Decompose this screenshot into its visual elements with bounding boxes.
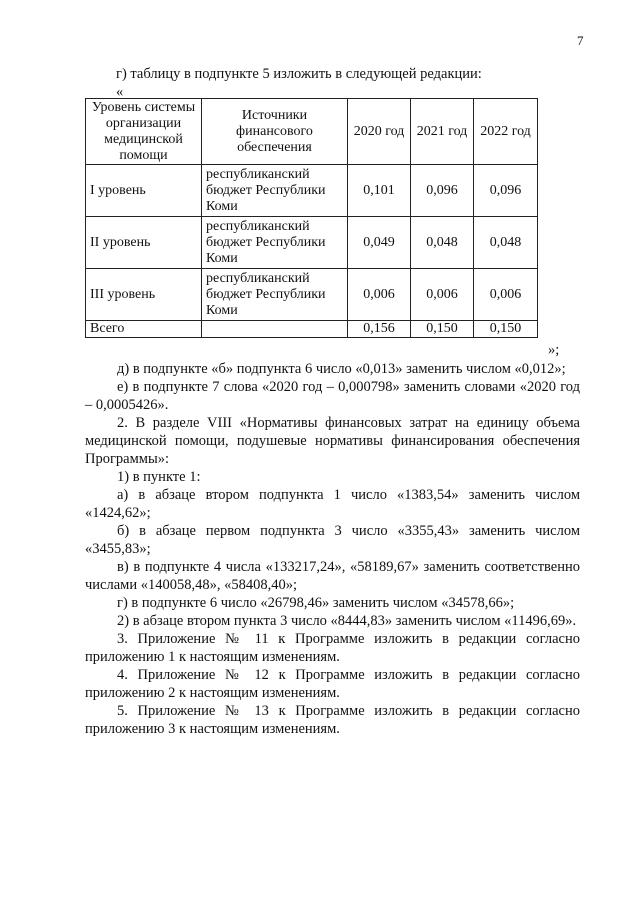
intro-line: г) таблицу в подпункте 5 изложить в следующей редакции: — [116, 66, 482, 82]
paragraph: е) в подпункте 7 слова «2020 год – 0,000798» заменить словами «2020 год – 0,0005426». — [85, 379, 580, 413]
open-quote: « — [116, 84, 124, 100]
paragraph: 4. Приложение № 12 к Программе изложить в редакции согласно приложению 2 к настоящим изменениям. — [85, 667, 580, 701]
cell-2021: 0,006 — [411, 269, 474, 321]
header-2021: 2021 год — [411, 99, 474, 165]
paragraph: г) в подпункте 6 число «26798,46» заменить числом «34578,66»; — [117, 595, 515, 611]
paragraph: б) в абзаце первом подпункта 3 число «3355,43» заменить числом «3455,83»; — [85, 523, 580, 557]
cell-source: республиканский бюджет Республики Коми — [202, 269, 348, 321]
cell-2021: 0,048 — [411, 217, 474, 269]
table-row — [86, 217, 538, 269]
paragraph: 2. В разделе VIII «Нормативы финансовых затрат на единицу объема медицинской помощи, подушевые нормативы финансирования обеспечения Программы»: — [85, 415, 580, 467]
page-number: 7 — [577, 33, 584, 48]
cell-level: III уровень — [86, 269, 202, 321]
paragraph: 2) в абзаце втором пункта 3 число «8444,83» заменить числом «11496,69». — [117, 613, 577, 629]
header-level: Уровень системы организации медицинской помощи — [86, 99, 202, 165]
table-total-row — [86, 321, 538, 338]
table-row — [86, 269, 538, 321]
cell-2020: 0,049 — [348, 217, 411, 269]
close-quote: »; — [548, 342, 560, 358]
cell-total-source — [202, 321, 348, 338]
paragraph: 1) в пункте 1: — [117, 469, 201, 485]
cell-2020: 0,101 — [348, 165, 411, 217]
header-2022: 2022 год — [474, 99, 538, 165]
header-2020: 2020 год — [348, 99, 411, 165]
cell-2022: 0,048 — [474, 217, 538, 269]
paragraph: 5. Приложение № 13 к Программе изложить в редакции согласно приложению 3 к настоящим изменениям. — [85, 703, 580, 737]
cell-2021: 0,096 — [411, 165, 474, 217]
cell-level: I уровень — [86, 165, 202, 217]
cell-total-label: Всего — [86, 321, 202, 338]
cell-total-2020: 0,156 — [348, 321, 411, 338]
cell-source: республиканский бюджет Республики Коми — [202, 165, 348, 217]
paragraph: д) в подпункте «б» подпункта 6 число «0,013» заменить числом «0,012»; — [117, 361, 566, 377]
paragraph: а) в абзаце втором подпункта 1 число «1383,54» заменить числом «1424,62»; — [85, 487, 580, 521]
financing-table — [85, 98, 538, 338]
table-row — [86, 165, 538, 217]
cell-level: II уровень — [86, 217, 202, 269]
cell-2020: 0,006 — [348, 269, 411, 321]
cell-total-2021: 0,150 — [411, 321, 474, 338]
paragraph: в) в подпункте 4 числа «133217,24», «58189,67» заменить соответственно числами «140058,48», «58408,40»; — [85, 559, 580, 593]
table-header-row — [86, 99, 538, 165]
cell-2022: 0,096 — [474, 165, 538, 217]
paragraph: 3. Приложение № 11 к Программе изложить в редакции согласно приложению 1 к настоящим изменениям. — [85, 631, 580, 665]
header-source: Источники финансового обеспечения — [202, 99, 348, 165]
amendments-text — [85, 360, 580, 738]
cell-2022: 0,006 — [474, 269, 538, 321]
cell-total-2022: 0,150 — [474, 321, 538, 338]
cell-source: республиканский бюджет Республики Коми — [202, 217, 348, 269]
